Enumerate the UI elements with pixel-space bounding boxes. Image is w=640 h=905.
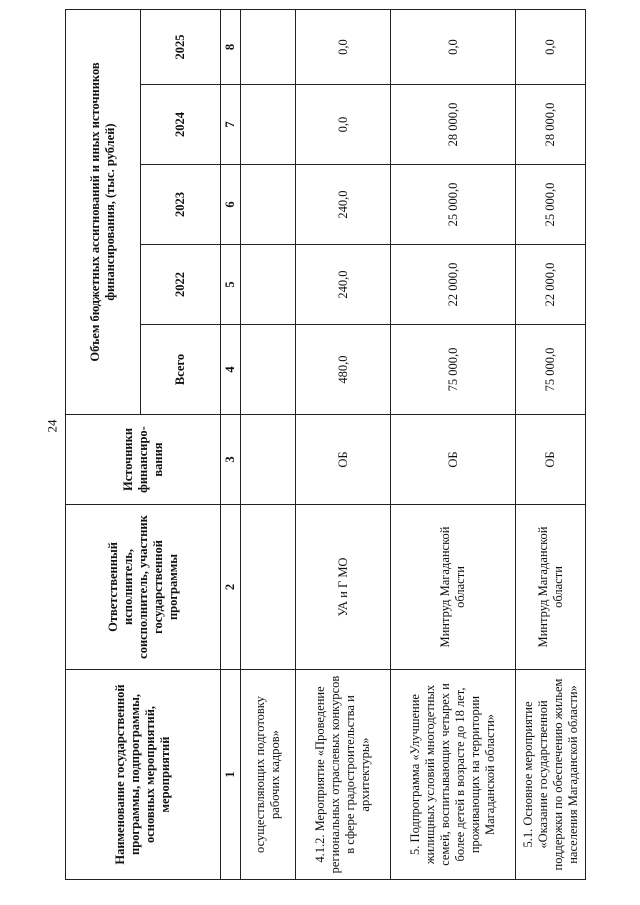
- col-number: 8: [221, 10, 241, 85]
- row-executor: [241, 505, 296, 670]
- row-name: осуществляющих подготовку рабочих кадров»: [241, 670, 296, 880]
- row-source: ОБ: [296, 415, 391, 505]
- row-executor: Минтруд Магаданской области: [516, 505, 586, 670]
- column-numbers-row: [221, 10, 241, 880]
- col-number: 4: [221, 325, 241, 415]
- header-total: Всего: [141, 325, 221, 415]
- row-2022: [241, 245, 296, 325]
- row-2023: 25 000,0: [516, 165, 586, 245]
- row-2023: 25 000,0: [391, 165, 516, 245]
- row-2024: 0,0: [296, 85, 391, 165]
- budget-table: [65, 9, 586, 880]
- header-source: Источники финансиро-вания: [66, 415, 221, 505]
- table-row: [296, 10, 391, 880]
- row-total: [241, 325, 296, 415]
- row-source: ОБ: [391, 415, 516, 505]
- row-2025: 0,0: [296, 10, 391, 85]
- row-total: 75 000,0: [516, 325, 586, 415]
- header-executor: Ответственный исполнитель, соисполнитель, участник государственной программы: [66, 505, 221, 670]
- row-total: 75 000,0: [391, 325, 516, 415]
- row-2024: 28 000,0: [516, 85, 586, 165]
- header-year-2025: 2025: [141, 10, 221, 85]
- row-source: ОБ: [516, 415, 586, 505]
- row-executor: Минтруд Магаданской области: [391, 505, 516, 670]
- table-row: [516, 10, 586, 880]
- col-number: 6: [221, 165, 241, 245]
- table-row: [391, 10, 516, 880]
- row-2022: 240,0: [296, 245, 391, 325]
- row-2024: 28 000,0: [391, 85, 516, 165]
- col-number: 7: [221, 85, 241, 165]
- col-number: 5: [221, 245, 241, 325]
- col-number: 2: [221, 505, 241, 670]
- header-year-2023: 2023: [141, 165, 221, 245]
- row-2025: 0,0: [391, 10, 516, 85]
- row-name: 5. Подпрограмма «Улучшение жилищных условий многодетных семей, воспитывающих четырех и более детей в возрасте до 18 лет, проживающих на территории Магаданской области»: [391, 670, 516, 880]
- header-funding-group: Объем бюджетных ассигнований и иных источников финансирования, (тыс. рублей): [66, 10, 141, 415]
- row-2025: [241, 10, 296, 85]
- row-2023: [241, 165, 296, 245]
- row-name: 5.1. Основное мероприятие «Оказание государственной поддержки по обеспечению жильем населения Магаданской области»: [516, 670, 586, 880]
- row-total: 480,0: [296, 325, 391, 415]
- row-name: 4.1.2. Мероприятие «Проведение региональных отраслевых конкурсов в сфере градостроительства и архитектуры»: [296, 670, 391, 880]
- page-number: 24: [44, 419, 60, 433]
- header-year-2022: 2022: [141, 245, 221, 325]
- row-2023: 240,0: [296, 165, 391, 245]
- header-year-2024: 2024: [141, 85, 221, 165]
- header-row-1: [66, 10, 141, 880]
- row-2024: [241, 85, 296, 165]
- col-number: 1: [221, 670, 241, 880]
- row-2025: 0,0: [516, 10, 586, 85]
- row-2022: 22 000,0: [391, 245, 516, 325]
- row-source: [241, 415, 296, 505]
- table-row: [241, 10, 296, 880]
- rotated-table-container: [65, 10, 585, 880]
- col-number: 3: [221, 415, 241, 505]
- header-name: Наименование государственной программы, подпрограммы, основных мероприятий, мероприятий: [66, 670, 221, 880]
- row-2022: 22 000,0: [516, 245, 586, 325]
- row-executor: УА и Г МО: [296, 505, 391, 670]
